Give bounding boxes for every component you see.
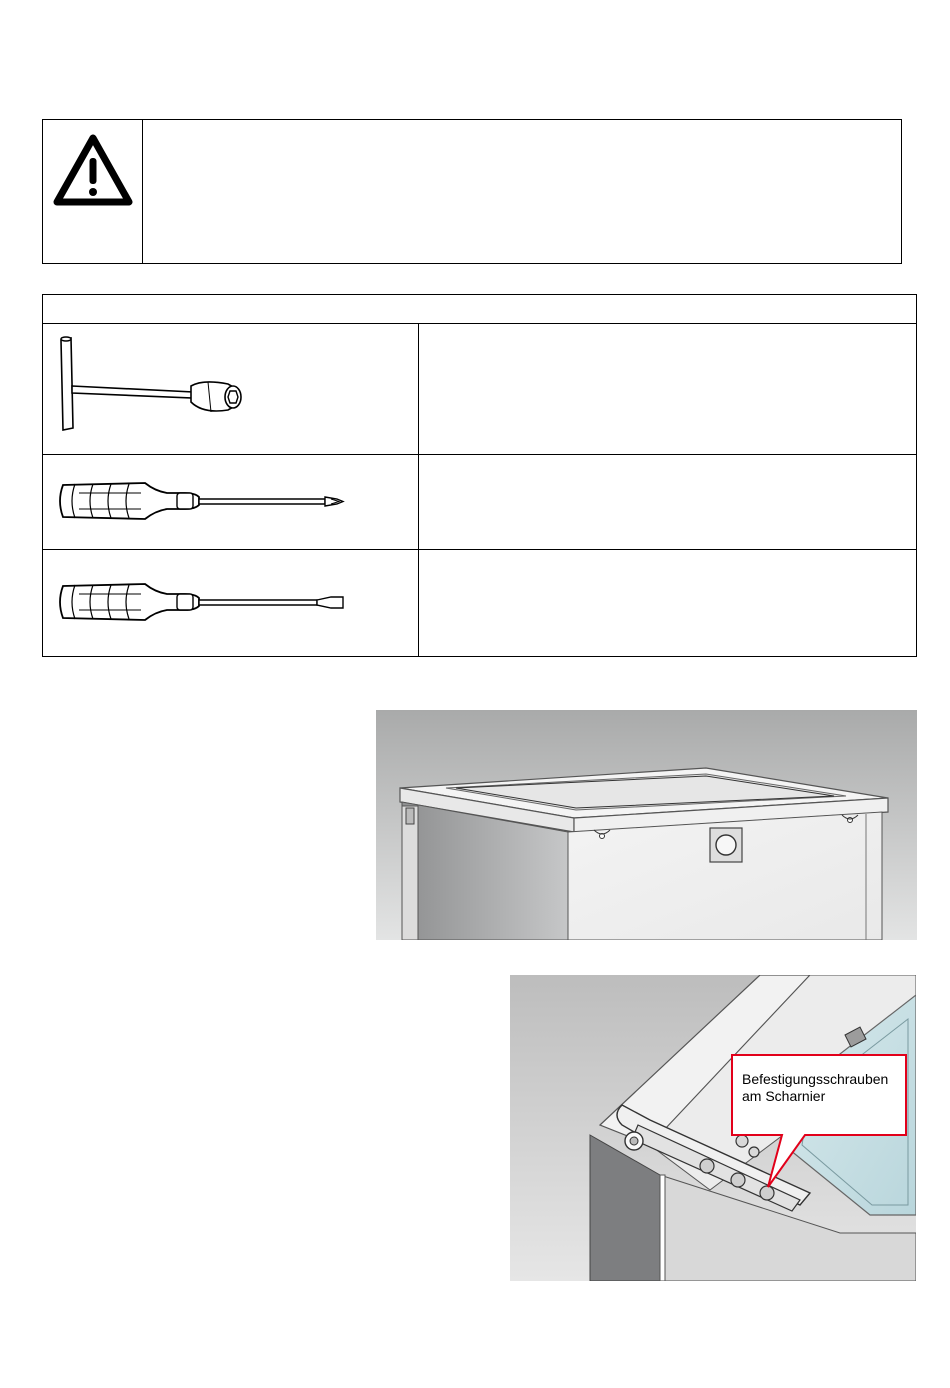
callout-label — [742, 1071, 912, 1105]
callout-line2: am Scharnier — [742, 1088, 826, 1104]
warning-icon-cell — [43, 120, 143, 263]
table-row — [43, 324, 418, 454]
warning-triangle-icon — [53, 134, 133, 206]
appliance-top-view-image — [376, 710, 917, 940]
callout-line1: Befestigungsschrauben — [742, 1071, 889, 1087]
warning-box — [42, 119, 902, 264]
phillips-screwdriver-icon — [55, 475, 355, 527]
table-row — [43, 455, 418, 549]
t-handle-socket-wrench-icon — [53, 334, 253, 434]
flathead-screwdriver-icon — [55, 576, 355, 628]
tools-table — [42, 294, 917, 657]
hinge-closeup-image — [510, 975, 916, 1281]
table-row — [43, 550, 418, 656]
warning-text — [143, 120, 901, 263]
